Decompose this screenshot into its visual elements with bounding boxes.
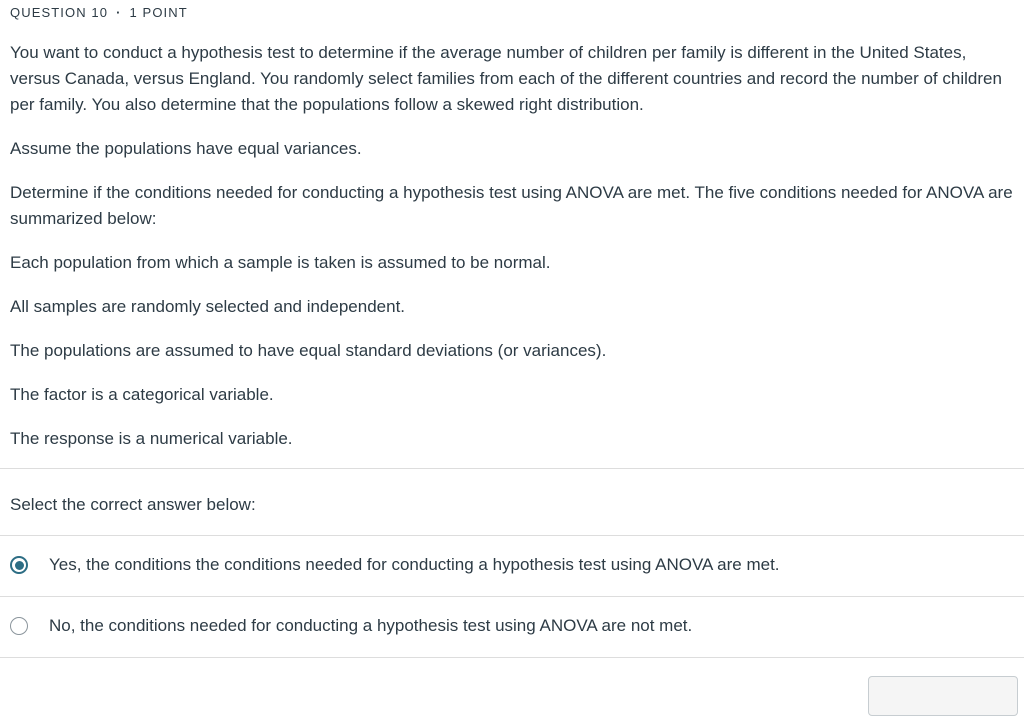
divider [0,657,1024,658]
answer-option-label: No, the conditions needed for conducting a hypothesis test using ANOVA are not met. [49,616,693,635]
header-separator: · [116,5,122,20]
answer-option-yes[interactable] [0,535,1024,595]
answer-option-no[interactable] [0,596,1024,656]
question-body [10,40,1014,470]
answer-prompt: Select the correct answer below: [10,495,256,514]
question-points: 1 POINT [129,5,188,20]
radio-selected-icon[interactable] [10,556,28,574]
condition-equal-variances: The populations are assumed to have equal standard deviations (or variances). [10,341,607,360]
question-number: QUESTION 10 [10,5,109,20]
submit-button[interactable] [868,676,1018,716]
condition-normal: Each population from which a sample is taken is assumed to be normal. [10,253,551,272]
divider [0,468,1024,469]
radio-unselected-icon[interactable] [10,617,28,635]
question-paragraph: Determine if the conditions needed for conducting a hypothesis test using ANOVA are met. The five conditions needed for ANOVA are summarized below: [10,183,1013,228]
condition-categorical-factor: The factor is a categorical variable. [10,385,274,404]
answer-option-label: Yes, the conditions the conditions needed for conducting a hypothesis test using ANOVA are met. [49,555,780,574]
condition-random-independent: All samples are randomly selected and independent. [10,297,406,316]
question-paragraph: You want to conduct a hypothesis test to determine if the average number of children per family is different in the United States, versus Canada, versus England. You randomly select families from each of the different countries and record the number of children per family. You also determine that the populations follow a skewed right distribution. [10,43,1002,114]
condition-numerical-response: The response is a numerical variable. [10,429,293,448]
question-header [10,5,188,20]
question-paragraph: Assume the populations have equal variances. [10,139,362,158]
